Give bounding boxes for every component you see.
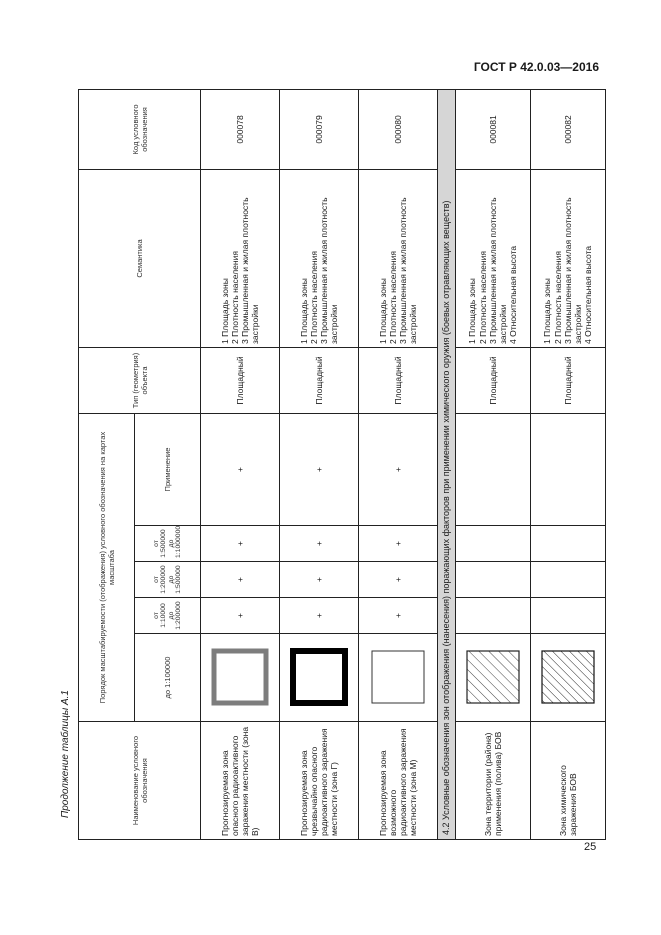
row-name: Зона химического заражения БОВ [530,722,605,840]
row-name: Прогнозируемая зона возможного радиоактивного заражения местности (зона М) [359,722,438,840]
col-header-scale3: от 1:200000 до 1:500000 [135,562,201,598]
object-type: Площадный [455,347,530,413]
object-type: Площадный [530,347,605,413]
col-header-scale2: от 1:10000 до 1:200000 [135,598,201,634]
rotated-table-wrapper [78,90,604,840]
scale2-mark: + [280,598,359,634]
scale4-mark: + [359,526,438,562]
scale4-mark: + [280,526,359,562]
object-type: Площадный [280,347,359,413]
col-header-usage: Применение [135,413,201,525]
page-number: 25 [584,841,597,853]
table-row [530,89,605,839]
usage-mark: + [280,413,359,525]
zone-m-symbol-icon [369,649,427,707]
scale3-mark: + [201,562,280,598]
row-name: Прогнозируемая зона опасного радиоактивного заражения местности (зона В) [201,722,280,840]
hatched-zone-symbol-icon [539,649,597,707]
zone-v-symbol-icon [211,649,269,707]
object-type: Площадный [201,347,280,413]
table-row [280,89,359,839]
symbol-zone-bov-use [455,634,530,722]
table-row [359,89,438,839]
scale4-mark: + [201,526,280,562]
col-header-order: Порядок масштабируемости (отображения) условного обозначения на картах масштаба [79,413,135,721]
usage-mark: + [359,413,438,525]
symbol-code: 000079 [280,89,359,169]
scale3-mark: + [359,562,438,598]
symbol-zone-v [201,634,280,722]
row-name: Зона территории (района) применения (полива) БОВ [455,722,530,840]
table-caption: Продолжение таблицы А.1 [60,690,71,818]
object-type: Площадный [359,347,438,413]
semantics: 1 Площадь зоны 2 Плотность населения 3 Промышленная и жилая плотность застройки 4 Относительная высота [530,169,605,347]
scale2-mark: + [201,598,280,634]
section-title: 4.2 Условные обозначения зон отображения (нанесения) поражающих факторов при применении химического оружия (боевых отравляющих веществ) [438,89,456,839]
col-header-semantics: Семантика [79,169,201,347]
semantics: 1 Площадь зоны 2 Плотность населения 3 Промышленная и жилая плотность застройки [201,169,280,347]
semantics: 1 Площадь зоны 2 Плотность населения 3 Промышленная и жилая плотность застройки [359,169,438,347]
semantics: 1 Площадь зоны 2 Плотность населения 3 Промышленная и жилая плотность застройки 4 Относительная высота [455,169,530,347]
symbols-table [78,89,606,840]
usage-mark: + [201,413,280,525]
table-row [455,89,530,839]
table-row [201,89,280,839]
col-header-scale1: до 1:100000 [135,634,201,722]
scale3-mark: + [280,562,359,598]
symbol-code: 000078 [201,89,280,169]
symbol-zone-g [280,634,359,722]
row-name: Прогнозируемая зона чрезвычайно опасного радиоактивного заражения местности (зона Г) [280,722,359,840]
col-header-scale4: от 1:500000 до 1:1000000 [135,526,201,562]
col-header-code: Код условного обозначения [79,89,201,169]
zone-g-symbol-icon [290,649,348,707]
section-row [438,89,456,839]
symbol-code: 000081 [455,89,530,169]
semantics: 1 Площадь зоны 2 Плотность населения 3 Промышленная и жилая плотность застройки [280,169,359,347]
symbol-zone-m [359,634,438,722]
col-header-type: Тип (геометрия) объекта [79,347,201,413]
hatched-zone-symbol-icon [464,649,522,707]
scale2-mark: + [359,598,438,634]
standard-header: ГОСТ Р 42.0.03—2016 [473,60,599,74]
col-header-name: Наименование условного обозначения [79,722,201,840]
symbol-zone-bov-contamination [530,634,605,722]
symbol-code: 000080 [359,89,438,169]
symbol-code: 000082 [530,89,605,169]
